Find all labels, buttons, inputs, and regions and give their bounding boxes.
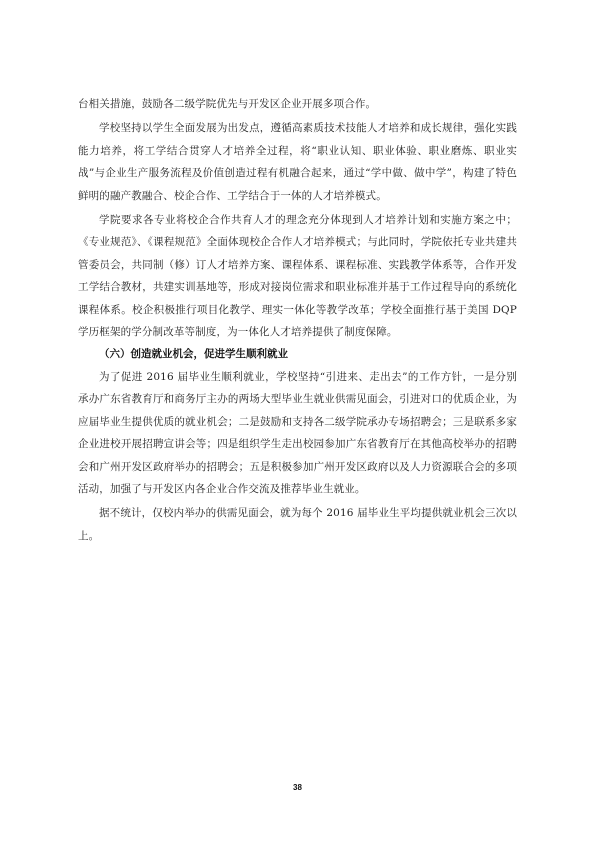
page-number: 38 — [293, 783, 302, 792]
paragraph-employment-statistics: 据不统计，仅校内举办的供需见面会，就为每个 2016 届毕业生平均提供就业机会三次以上。 — [78, 507, 517, 542]
section-heading: （六）创造就业机会，促进学生顺利就业 — [99, 348, 288, 361]
paragraph-continuation: 台相关措施，鼓励各二级学院优先与开发区企业开展多项合作。 — [78, 98, 377, 110]
paragraph-employment-measures: 为了促进 2016 届毕业生顺利就业，学校坚持“引进来、走出去”的工作方针，一是分别承办广东省教育厅和商务厅主办的两场大型毕业生就业供需见面会，引进对口的优质企业，为应届毕业生提供优质的就业机会；二是鼓励和支持各二级学院承办专场招聘会；三是联系多家企业进校开展招聘宣讲会等；四是组织学生走出校园参加广东省教育厅在其他高校举办的招聘会和广州开发区政府举办的招聘会；五是积极参加广州开发区政府以及人力资源联合会的多项活动，加强了与开发区内各企业合作交流及推荐毕业生就业。 — [78, 370, 517, 495]
paragraph-curriculum-reform: 学院要求各专业将校企合作共育人才的理念充分体现到人才培养计划和实施方案之中；《专业规范》、《课程规范》全面体现校企合作人才培养模式；与此同时，学院依托专业共建共管委员会，共同制（修）订人才培养方案、课程体系、课程标准、实践教学体系等，合作开发工学结合教材，共建实训基地等，形成对接岗位需求和职业标准并基于工作过程导向的系统化课程体系。校企积极推行项目化教学、理实一体化等教学改革；学校全面推行基于美国 DQP 学历框架的学分制改革等制度，为一体化人才培养提供了制度保障。 — [78, 214, 517, 339]
page-content — [78, 93, 517, 547]
paragraph-talent-cultivation: 学校坚持以学生全面发展为出发点，遵循高素质技术技能人才培养和成长规律，强化实践能力培养，将工学结合贯穿人才培养全过程，将“职业认知、职业体验、职业磨炼、职业实战”与企业生产服务流程及价值创造过程有机融合起来，通过“学中做、做中学”，构建了特色鲜明的融产教融合、校企合作、工学结合于一体的人才培养模式。 — [78, 122, 517, 202]
